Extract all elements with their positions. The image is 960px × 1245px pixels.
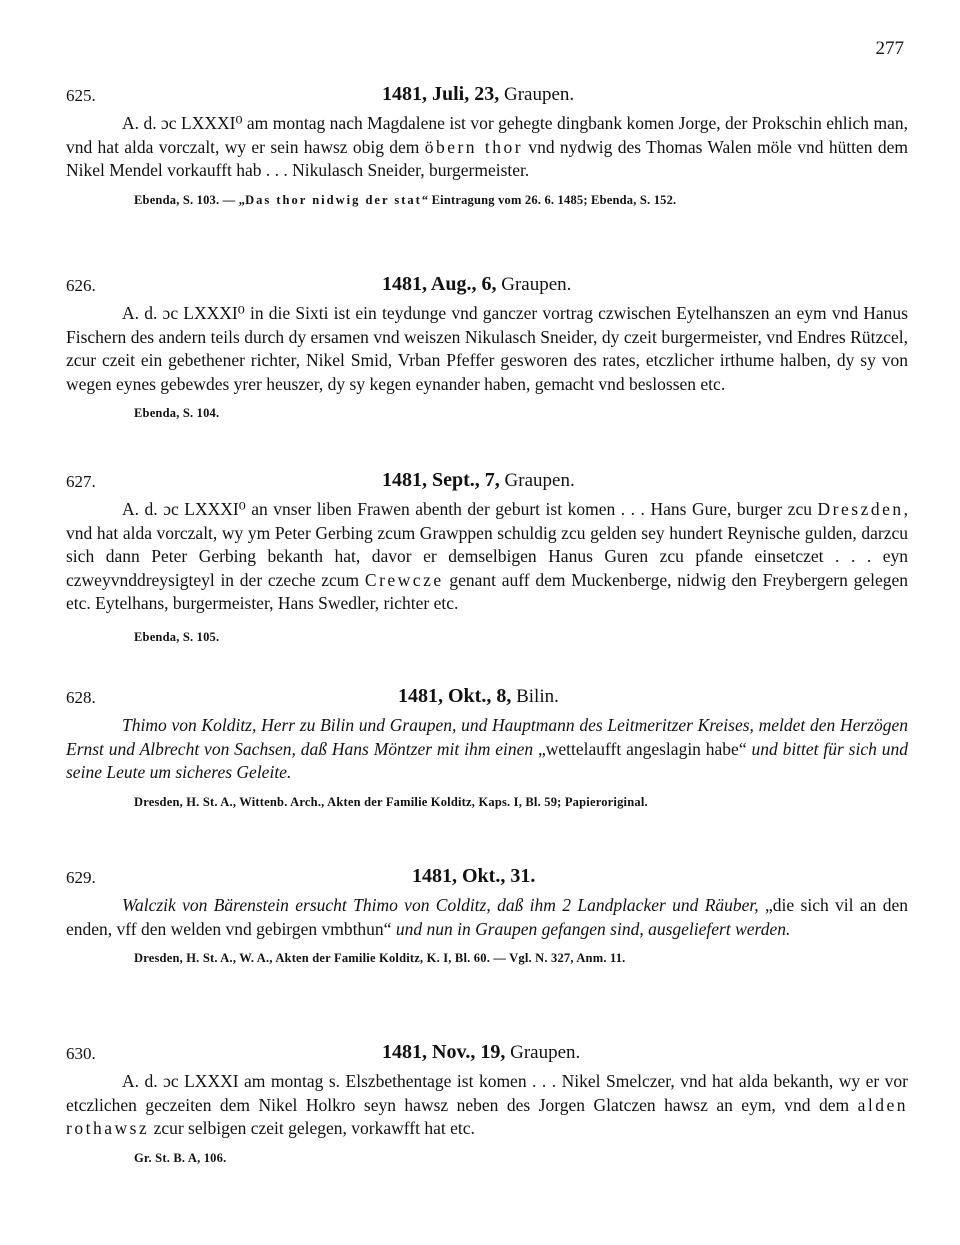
entry-place: Graupen.	[510, 1042, 581, 1063]
entry-number: 626.	[66, 276, 96, 295]
entry-text: A. d. ɔc LXXXI⁰ am montag nach Magdalene ist vor gehegte dingbank komen Jorge, der Prokschin ehlich man, vnd hat alda vorczalt, wy er sein hawsz obig dem öbern thor vnd nydwig des Thomas Walen möle vnd hütten dem Nikel Mendel vorkaufft hab . . . Nikulasch Sneider, burgermeister.	[66, 113, 908, 180]
page-number: 277	[875, 38, 904, 59]
entry-summary: Walczik von Bärenstein ersucht Thimo von Colditz, daß ihm 2 Landplacker und Räuber, „die sich vil an den enden, vff den welden vnd gebirgen vmbthun“ und nun in Graupen gefangen sind, ausgeliefert werden.	[66, 895, 908, 939]
entry-625	[66, 83, 908, 208]
entry-source: Ebenda, S. 103. — „Das thor nidwig der stat“ Eintragung vom 26. 6. 1485; Ebenda, S. 152.	[134, 192, 677, 207]
entry-source: Gr. St. B. A, 106.	[134, 1150, 227, 1165]
entry-heading	[382, 83, 574, 106]
entry-heading	[412, 865, 535, 888]
entry-629	[66, 865, 908, 966]
entry-number: 628.	[66, 688, 96, 707]
entry-627	[66, 469, 908, 645]
entry-626	[66, 273, 908, 421]
entry-date: 1481, Okt., 31.	[412, 865, 536, 887]
entry-text: A. d. ɔc LXXXI⁰ an vnser liben Frawen abenth der geburt ist komen . . . Hans Gure, burger zcu Dreszden, vnd hat alda vorczalt, wy ym Peter Gerbing zcum Grawppen schuldig zcu gelden sey hundert Reynische gulden, darzcu sich dann Peter Gerbing bekanth hat, davor er demselbigen Hanus Guren zcu pfande einsetczet . . . eyn czweyvnddreysigteyl in der czeche zcum Crewcze genant auff dem Muckenberge, nidwig den Freybergern gelegen etc. Eytelhans, burgermeister, Hans Swedler, richter etc.	[66, 499, 908, 613]
entry-source: Dresden, H. St. A., W. A., Akten der Familie Kolditz, K. I, Bl. 60. — Vgl. N. 327, Anm. 11.	[134, 951, 626, 965]
entry-source: Ebenda, S. 104.	[134, 406, 220, 420]
entry-heading	[382, 273, 571, 296]
entry-source: Dresden, H. St. A., Wittenb. Arch., Akten der Familie Kolditz, Kaps. I, Bl. 59; Papieroriginal.	[134, 794, 648, 809]
entry-source: Ebenda, S. 105.	[134, 629, 220, 644]
entry-number: 625.	[66, 86, 96, 105]
entry-628	[66, 685, 908, 810]
entry-heading	[382, 1041, 580, 1064]
entry-date: 1481, Sept., 7,	[382, 469, 500, 491]
entry-heading	[398, 685, 559, 708]
entry-summary: Thimo von Kolditz, Herr zu Bilin und Graupen, und Hauptmann des Leitmeritzer Kreises, meldet den Herzögen Ernst und Albrecht von Sachsen, daß Hans Möntzer mit ihm einen „wettelaufft angeslagin habe“ und bittet für sich und seine Leute um sicheres Geleite.	[66, 715, 908, 782]
entry-date: 1481, Nov., 19,	[382, 1041, 506, 1063]
entry-place: Graupen.	[504, 84, 575, 105]
entry-date: 1481, Okt., 8,	[398, 685, 512, 707]
entry-date: 1481, Juli, 23,	[382, 83, 500, 105]
entry-text: A. d. ɔc LXXXI⁰ in die Sixti ist ein teydunge vnd ganczer vortrag czwischen Eytelhanszen an eym vnd Hanus Fischern des andern teils durch dy ersamen vnd weiszen Nikulasch Sneider, dy czeit burgermeister, vnd Endres Rützcel, zcur czeit ein gebethener richter, Nikel Smid, Vrban Pfeffer gesworen des rates, etczlicher irthume halben, dy sy von wegen eynes gebewdes yrer heuszer, dy sy kegen eynander haben, gemacht vnd beslossen etc.	[66, 303, 908, 394]
entry-number: 629.	[66, 868, 96, 887]
entry-heading	[382, 469, 575, 492]
entry-place: Bilin.	[516, 686, 559, 707]
entry-date: 1481, Aug., 6,	[382, 273, 497, 295]
entry-place: Graupen.	[501, 274, 572, 295]
entry-number: 627.	[66, 472, 96, 491]
entry-text: A. d. ɔc LXXXI am montag s. Elszbethentage ist komen . . . Nikel Smelczer, vnd hat alda bekanth, wy er vor etczlichen geczeiten dem Nikel Holkro seyn hawsz neben des Jorgen Glatczen hawsz an eym, vnd dem alden rothawsz zcur selbigen czeit gelegen, vorkawfft hat etc.	[66, 1071, 908, 1138]
entry-630	[66, 1041, 908, 1166]
entry-number: 630.	[66, 1044, 96, 1063]
entry-place: Graupen.	[504, 470, 575, 491]
